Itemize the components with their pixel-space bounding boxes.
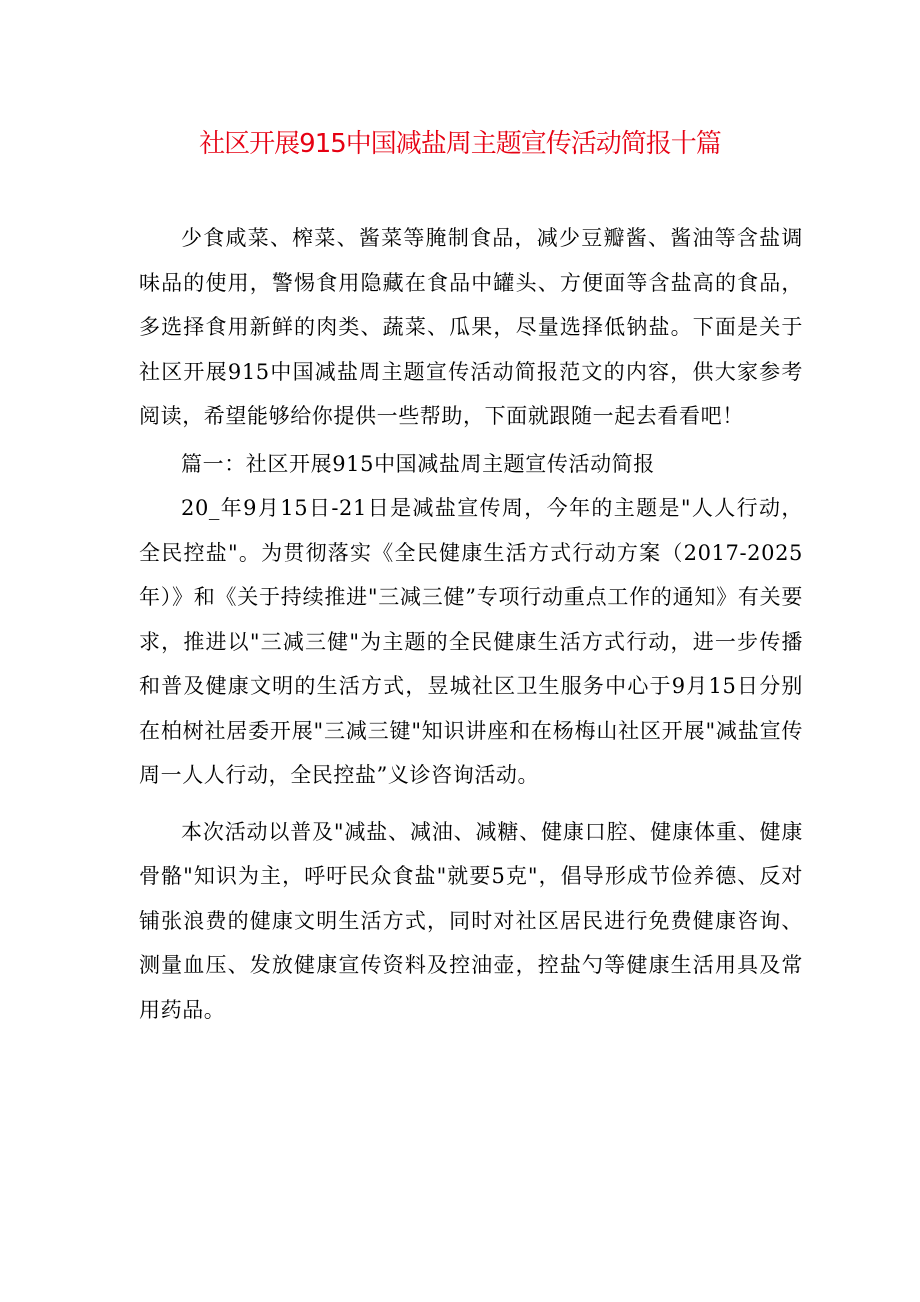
intro-paragraph: 少食咸菜、榨菜、酱菜等腌制食品，减少豆瓣酱、酱油等含盐调味品的使用，警惕食用隐藏在食品中罐头、方便面等含盐高的食品，多选择食用新鲜的肉类、蔬菜、瓜果，尽量选择低钠盐。下面是关于社区开展915中国减盐周主题宣传活动简报范文的内容，供大家参考阅读，希望能够给你提供一些帮助，下面就跟随一起去看看吧！: [139, 226, 803, 428]
document-title: 社区开展915中国减盐周主题宣传活动简报十篇: [199, 129, 721, 159]
document-body: [139, 216, 803, 1032]
section-heading: 篇一：社区开展915中国减盐周主题宣传活动简报: [181, 451, 655, 476]
body-paragraph: 本次活动以普及"减盐、减油、减糖、健康口腔、健康体重、健康骨骼"知识为主，呼吁民众食盐"就要5克"，倡导形成节俭养德、反对铺张浪费的健康文明生活方式，同时对社区居民进行免费健康咨询、测量血压、发放健康宣传资料及控油壶，控盐勺等健康生活用具及常用药品。: [139, 819, 803, 1022]
body-paragraph: 20_年9月15日-21日是减盐宣传周，今年的主题是"人人行动，全民控盐"。为贯彻落实《全民健康生活方式行动方案（2017-2025年）》和《关于持续推进"三减三健”专项行动重点工作的通知》有关要求，推进以"三减三健"为主题的全民健康生活方式行动，进一步传播和普及健康文明的生活方式，昱城社区卫生服务中心于9月15日分别在柏树社居委开展"三减三键"知识讲座和在杨梅山社区开展"减盐宣传周一人人行动，全民控盐”义诊咨询活动。: [139, 496, 803, 787]
